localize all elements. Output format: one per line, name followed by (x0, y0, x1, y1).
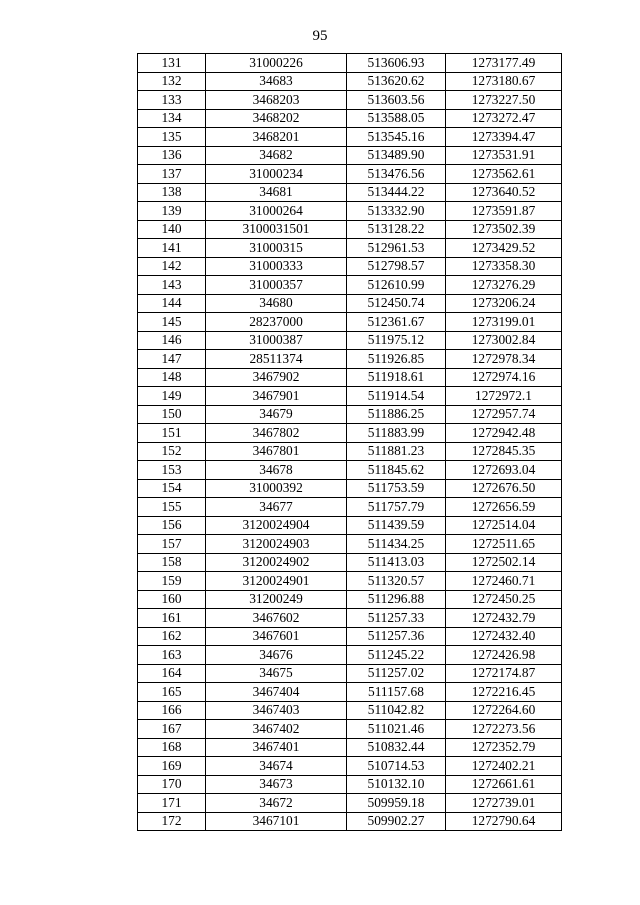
row-number-cell: 159 (138, 572, 206, 591)
table-row (138, 664, 562, 683)
row-number-cell: 171 (138, 794, 206, 813)
row-number-cell: 151 (138, 424, 206, 443)
table-row (138, 794, 562, 813)
y-coordinate-cell: 1272974.16 (446, 368, 562, 387)
point-id-cell: 3120024901 (206, 572, 347, 591)
table-row (138, 72, 562, 91)
table-row (138, 183, 562, 202)
x-coordinate-cell: 511886.25 (347, 405, 446, 424)
table-row (138, 313, 562, 332)
y-coordinate-cell: 1273002.84 (446, 331, 562, 350)
point-id-cell: 31000387 (206, 331, 347, 350)
table-row (138, 590, 562, 609)
y-coordinate-cell: 1272656.59 (446, 498, 562, 517)
x-coordinate-cell: 511753.59 (347, 479, 446, 498)
row-number-cell: 138 (138, 183, 206, 202)
y-coordinate-cell: 1273180.67 (446, 72, 562, 91)
table-row (138, 442, 562, 461)
y-coordinate-cell: 1272972.1 (446, 387, 562, 406)
x-coordinate-cell: 513444.22 (347, 183, 446, 202)
point-id-cell: 34675 (206, 664, 347, 683)
point-id-cell: 34678 (206, 461, 347, 480)
point-id-cell: 34682 (206, 146, 347, 165)
row-number-cell: 168 (138, 738, 206, 757)
x-coordinate-cell: 513476.56 (347, 165, 446, 184)
table-row (138, 572, 562, 591)
point-id-cell: 3468201 (206, 128, 347, 147)
point-id-cell: 31000226 (206, 54, 347, 73)
table-row (138, 479, 562, 498)
row-number-cell: 155 (138, 498, 206, 517)
row-number-cell: 153 (138, 461, 206, 480)
x-coordinate-cell: 511439.59 (347, 516, 446, 535)
table-row (138, 553, 562, 572)
x-coordinate-cell: 511845.62 (347, 461, 446, 480)
y-coordinate-cell: 1272942.48 (446, 424, 562, 443)
y-coordinate-cell: 1273562.61 (446, 165, 562, 184)
row-number-cell: 144 (138, 294, 206, 313)
y-coordinate-cell: 1272790.64 (446, 812, 562, 831)
table-row (138, 775, 562, 794)
x-coordinate-cell: 510714.53 (347, 757, 446, 776)
point-id-cell: 3120024902 (206, 553, 347, 572)
coordinates-table (137, 53, 562, 831)
x-coordinate-cell: 511883.99 (347, 424, 446, 443)
table-row (138, 535, 562, 554)
x-coordinate-cell: 509902.27 (347, 812, 446, 831)
point-id-cell: 34683 (206, 72, 347, 91)
y-coordinate-cell: 1273591.87 (446, 202, 562, 221)
x-coordinate-cell: 511320.57 (347, 572, 446, 591)
y-coordinate-cell: 1272352.79 (446, 738, 562, 757)
row-number-cell: 143 (138, 276, 206, 295)
y-coordinate-cell: 1272432.40 (446, 627, 562, 646)
x-coordinate-cell: 511042.82 (347, 701, 446, 720)
y-coordinate-cell: 1272739.01 (446, 794, 562, 813)
table-row (138, 109, 562, 128)
y-coordinate-cell: 1273429.52 (446, 239, 562, 258)
table-row (138, 387, 562, 406)
row-number-cell: 134 (138, 109, 206, 128)
row-number-cell: 135 (138, 128, 206, 147)
row-number-cell: 140 (138, 220, 206, 239)
row-number-cell: 147 (138, 350, 206, 369)
table-row (138, 461, 562, 480)
point-id-cell: 3467402 (206, 720, 347, 739)
point-id-cell: 3100031501 (206, 220, 347, 239)
row-number-cell: 136 (138, 146, 206, 165)
table-row (138, 165, 562, 184)
table-row (138, 720, 562, 739)
row-number-cell: 158 (138, 553, 206, 572)
x-coordinate-cell: 513128.22 (347, 220, 446, 239)
row-number-cell: 162 (138, 627, 206, 646)
y-coordinate-cell: 1273502.39 (446, 220, 562, 239)
y-coordinate-cell: 1273272.47 (446, 109, 562, 128)
row-number-cell: 149 (138, 387, 206, 406)
x-coordinate-cell: 513332.90 (347, 202, 446, 221)
point-id-cell: 3467601 (206, 627, 347, 646)
table-row (138, 91, 562, 110)
x-coordinate-cell: 511296.88 (347, 590, 446, 609)
point-id-cell: 34672 (206, 794, 347, 813)
table-row (138, 405, 562, 424)
point-id-cell: 31000264 (206, 202, 347, 221)
y-coordinate-cell: 1272957.74 (446, 405, 562, 424)
y-coordinate-cell: 1272432.79 (446, 609, 562, 628)
table-row (138, 701, 562, 720)
point-id-cell: 3467801 (206, 442, 347, 461)
point-id-cell: 3468202 (206, 109, 347, 128)
point-id-cell: 3467404 (206, 683, 347, 702)
row-number-cell: 154 (138, 479, 206, 498)
y-coordinate-cell: 1272502.14 (446, 553, 562, 572)
y-coordinate-cell: 1273199.01 (446, 313, 562, 332)
point-id-cell: 31000333 (206, 257, 347, 276)
x-coordinate-cell: 511257.36 (347, 627, 446, 646)
row-number-cell: 169 (138, 757, 206, 776)
x-coordinate-cell: 511926.85 (347, 350, 446, 369)
x-coordinate-cell: 512361.67 (347, 313, 446, 332)
table-row (138, 128, 562, 147)
point-id-cell: 3468203 (206, 91, 347, 110)
table-row (138, 368, 562, 387)
x-coordinate-cell: 513606.93 (347, 54, 446, 73)
row-number-cell: 152 (138, 442, 206, 461)
table-row (138, 812, 562, 831)
row-number-cell: 160 (138, 590, 206, 609)
x-coordinate-cell: 513545.16 (347, 128, 446, 147)
x-coordinate-cell: 512961.53 (347, 239, 446, 258)
row-number-cell: 139 (138, 202, 206, 221)
x-coordinate-cell: 512450.74 (347, 294, 446, 313)
table-row (138, 738, 562, 757)
table-row (138, 276, 562, 295)
row-number-cell: 131 (138, 54, 206, 73)
point-id-cell: 34674 (206, 757, 347, 776)
row-number-cell: 145 (138, 313, 206, 332)
y-coordinate-cell: 1273177.49 (446, 54, 562, 73)
table-row (138, 202, 562, 221)
y-coordinate-cell: 1272661.61 (446, 775, 562, 794)
x-coordinate-cell: 511975.12 (347, 331, 446, 350)
point-id-cell: 31000234 (206, 165, 347, 184)
row-number-cell: 142 (138, 257, 206, 276)
y-coordinate-cell: 1272676.50 (446, 479, 562, 498)
table-row (138, 683, 562, 702)
point-id-cell: 34677 (206, 498, 347, 517)
table-body (138, 54, 562, 831)
y-coordinate-cell: 1272514.04 (446, 516, 562, 535)
row-number-cell: 150 (138, 405, 206, 424)
row-number-cell: 137 (138, 165, 206, 184)
x-coordinate-cell: 511245.22 (347, 646, 446, 665)
page-number: 95 (312, 28, 328, 44)
row-number-cell: 167 (138, 720, 206, 739)
x-coordinate-cell: 511918.61 (347, 368, 446, 387)
row-number-cell: 133 (138, 91, 206, 110)
y-coordinate-cell: 1272216.45 (446, 683, 562, 702)
point-id-cell: 3467802 (206, 424, 347, 443)
row-number-cell: 141 (138, 239, 206, 258)
x-coordinate-cell: 513489.90 (347, 146, 446, 165)
x-coordinate-cell: 509959.18 (347, 794, 446, 813)
point-id-cell: 34676 (206, 646, 347, 665)
x-coordinate-cell: 511881.23 (347, 442, 446, 461)
point-id-cell: 3467901 (206, 387, 347, 406)
point-id-cell: 28237000 (206, 313, 347, 332)
table-row (138, 146, 562, 165)
table-row (138, 294, 562, 313)
y-coordinate-cell: 1272460.71 (446, 572, 562, 591)
x-coordinate-cell: 511021.46 (347, 720, 446, 739)
point-id-cell: 28511374 (206, 350, 347, 369)
point-id-cell: 31000357 (206, 276, 347, 295)
point-id-cell: 3467902 (206, 368, 347, 387)
table-row (138, 220, 562, 239)
y-coordinate-cell: 1273358.30 (446, 257, 562, 276)
point-id-cell: 3467602 (206, 609, 347, 628)
x-coordinate-cell: 513620.62 (347, 72, 446, 91)
y-coordinate-cell: 1273206.24 (446, 294, 562, 313)
x-coordinate-cell: 512610.99 (347, 276, 446, 295)
table-row (138, 424, 562, 443)
row-number-cell: 165 (138, 683, 206, 702)
table-row (138, 609, 562, 628)
row-number-cell: 172 (138, 812, 206, 831)
row-number-cell: 156 (138, 516, 206, 535)
y-coordinate-cell: 1272174.87 (446, 664, 562, 683)
point-id-cell: 31000315 (206, 239, 347, 258)
y-coordinate-cell: 1272450.25 (446, 590, 562, 609)
x-coordinate-cell: 513588.05 (347, 109, 446, 128)
table-row (138, 331, 562, 350)
x-coordinate-cell: 511157.68 (347, 683, 446, 702)
point-id-cell: 3120024903 (206, 535, 347, 554)
point-id-cell: 34680 (206, 294, 347, 313)
row-number-cell: 166 (138, 701, 206, 720)
x-coordinate-cell: 513603.56 (347, 91, 446, 110)
row-number-cell: 161 (138, 609, 206, 628)
row-number-cell: 146 (138, 331, 206, 350)
row-number-cell: 157 (138, 535, 206, 554)
y-coordinate-cell: 1272273.56 (446, 720, 562, 739)
y-coordinate-cell: 1272426.98 (446, 646, 562, 665)
x-coordinate-cell: 511434.25 (347, 535, 446, 554)
y-coordinate-cell: 1273531.91 (446, 146, 562, 165)
table-row (138, 516, 562, 535)
row-number-cell: 163 (138, 646, 206, 665)
table-row (138, 646, 562, 665)
x-coordinate-cell: 510132.10 (347, 775, 446, 794)
point-id-cell: 34673 (206, 775, 347, 794)
row-number-cell: 164 (138, 664, 206, 683)
y-coordinate-cell: 1273394.47 (446, 128, 562, 147)
row-number-cell: 170 (138, 775, 206, 794)
row-number-cell: 148 (138, 368, 206, 387)
table-row (138, 627, 562, 646)
x-coordinate-cell: 511914.54 (347, 387, 446, 406)
x-coordinate-cell: 511257.33 (347, 609, 446, 628)
row-number-cell: 132 (138, 72, 206, 91)
y-coordinate-cell: 1273276.29 (446, 276, 562, 295)
y-coordinate-cell: 1273640.52 (446, 183, 562, 202)
x-coordinate-cell: 511413.03 (347, 553, 446, 572)
point-id-cell: 3467401 (206, 738, 347, 757)
y-coordinate-cell: 1272845.35 (446, 442, 562, 461)
point-id-cell: 31000392 (206, 479, 347, 498)
table-row (138, 239, 562, 258)
table-row (138, 350, 562, 369)
point-id-cell: 3120024904 (206, 516, 347, 535)
x-coordinate-cell: 512798.57 (347, 257, 446, 276)
point-id-cell: 34679 (206, 405, 347, 424)
y-coordinate-cell: 1272511.65 (446, 535, 562, 554)
x-coordinate-cell: 510832.44 (347, 738, 446, 757)
point-id-cell: 34681 (206, 183, 347, 202)
table-row (138, 54, 562, 73)
table-row (138, 498, 562, 517)
y-coordinate-cell: 1272402.21 (446, 757, 562, 776)
x-coordinate-cell: 511757.79 (347, 498, 446, 517)
table-row (138, 757, 562, 776)
y-coordinate-cell: 1272693.04 (446, 461, 562, 480)
x-coordinate-cell: 511257.02 (347, 664, 446, 683)
y-coordinate-cell: 1273227.50 (446, 91, 562, 110)
y-coordinate-cell: 1272264.60 (446, 701, 562, 720)
point-id-cell: 3467101 (206, 812, 347, 831)
y-coordinate-cell: 1272978.34 (446, 350, 562, 369)
point-id-cell: 3467403 (206, 701, 347, 720)
table-row (138, 257, 562, 276)
point-id-cell: 31200249 (206, 590, 347, 609)
